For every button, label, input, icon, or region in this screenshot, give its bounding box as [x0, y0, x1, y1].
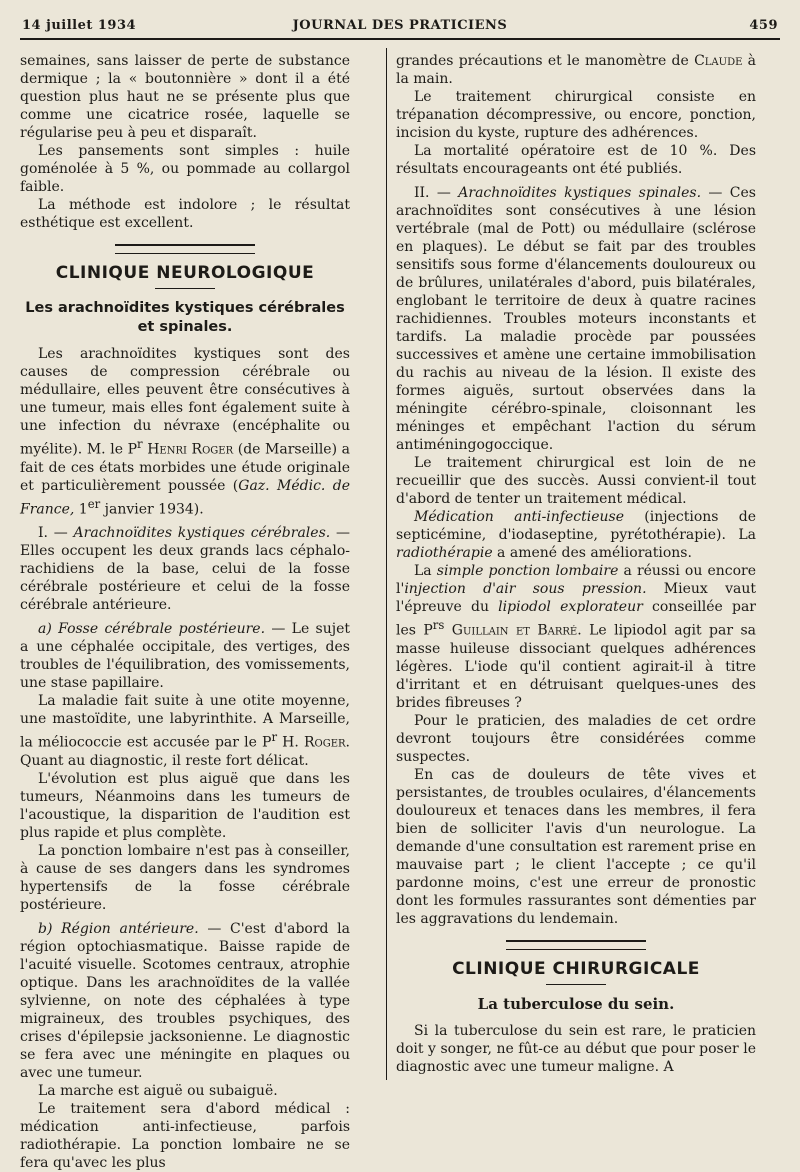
- paragraph: semaines, sans laisser de perte de substance dermique ; la « boutonnière » dont il a été question plus haut ne se présente plus que comme une cicatrice rosée, laquelle se régularise peu à peu et disparaît.: [20, 53, 350, 141]
- section-title: CLINIQUE NEUROLOGIQUE: [55, 263, 315, 283]
- paragraph: La simple ponction lombaire a réussi ou encore l'injection d'air sous pression. Mieux vaut l'épreuve du lipiodol explorateur conseillée par les $P^{rs}$ Guillain et Barré. Le lipiodol agit par sa masse huileuse dissociant quelques adhérences légères. L'iode qu'il contient agirait-il à titre d'irritant et en détruisant quelques-unes des brides fibreuses ?: [396, 563, 757, 711]
- paragraph: b) Région antérieure. — C'est d'abord la région optochiasmatique. Baisse rapide de l'acuité visuelle. Scotomes centraux, atrophie optique. Dans les arachnoïdites de la vallée sylvienne, on note des céphalées à type migraineux, des troubles psychiques, des crises d'épilepsie jacksonienne. Le diagnostic se fera avec une méningite en plaques ou avec une tumeur.: [20, 920, 351, 1081]
- paragraph: La maladie fait suite à une otite moyenne, une mastoïdite, une labyrinthite. A Marseille, la méliococcie est accusée par le $P^r$ H. Roger. Quant au diagnostic, il reste fort délicat.: [20, 693, 350, 769]
- article-title: Les arachnoïdites kystiques cérébrales et spinales.: [25, 300, 345, 335]
- author-name: H. Roger: [277, 734, 346, 751]
- paragraph: Les arachnoïdites kystiques sont des causes de compression cérébrale ou médullaire, elles peuvent être consécutives à une tumeur, mais elles font également suite à une infection du névraxe (encéphalite ou myélite). M. le $P^r$ Henri Roger (de Marseille) a fait de ces états morbides une étude originale et particulièrement poussée (Gaz. Médic. de France, 1er janvier 1934).: [20, 346, 351, 518]
- paragraph: La marche est aiguë ou subaiguë.: [38, 1082, 278, 1099]
- paragraph: Si la tuberculose du sein est rare, le praticien doit y songer, ne fût-ce au début que pour poser le diagnostic avec une tumeur maligne. A: [396, 1022, 756, 1075]
- journal-title: JOURNAL DES PRATICIENS: [292, 18, 508, 33]
- subheading: Médication anti-infectieuse: [414, 509, 624, 525]
- paragraph: Le traitement chirurgical consiste en trépanation décompressive, ou encore, ponction, incision du kyste, rupture des adhérences.: [396, 89, 756, 141]
- title-underline: [546, 984, 606, 985]
- paragraph: a) Fosse cérébrale postérieure. — Le sujet a une céphalée occipitale, des vertiges, des troubles de l'équilibration, des vomissements, une stase papillaire.: [20, 621, 350, 692]
- paragraph: Le traitement sera d'abord médical : médication anti-infectieuse, parfois radiothérapie. La ponction lombaire ne se fera qu'avec les plus: [20, 1100, 350, 1171]
- paragraph: La ponction lombaire n'est pas à conseiller, à cause de ses dangers dans les syndromes hypertensifs de la fosse cérébrale postérieure.: [20, 842, 350, 913]
- subheading: Région antérieure.: [61, 920, 199, 937]
- left-column: [20, 52, 350, 1172]
- running-header: [20, 18, 780, 38]
- author-name: Henri Roger: [147, 441, 234, 458]
- subheading: Fosse cérébrale postérieure.: [58, 621, 266, 638]
- author-name: Claude: [694, 53, 743, 69]
- paragraph: La mortalité opératoire est de 10 %. Des résultats encourageants ont été publiés.: [396, 143, 756, 177]
- author-name: Guillain et Barré: [444, 622, 578, 639]
- paragraph: Les pansements sont simples : huile goménolée à 5 %, ou pommade au collargol faible.: [20, 143, 350, 195]
- section-title: CLINIQUE CHIRURGICALE: [452, 958, 700, 979]
- section-separator: [115, 244, 255, 254]
- issue-date: 14 juillet 1934: [22, 18, 137, 33]
- paragraph: II. — Arachnoïdites kystiques spinales. — Ces arachnoïdites sont consécutives à une lésion vertébrale (mal de Pott) ou médullaire (sclérose en plaques). Le début se fait par des troubles sensitifs sous forme d'élancements douloureux ou de brûlures, unilatérales d'abord, puis bilatérales, englobant le territoire de deux à quatre racines rachidiennes. Troubles moteurs inconstants et tardifs. La maladie procède par poussées successives et amène une certaine immobilisation du rachis au niveau de la lésion. Il existe des formes aiguës, surtout observées dans la méningite cérébro-spinale, cloisonnant les méninges et empêchant l'action du sérum antiméningogoccique.: [396, 185, 756, 453]
- article-title: La tuberculose du sein.: [477, 994, 675, 1013]
- paragraph: La méthode est indolore ; le résultat esthétique est excellent.: [20, 197, 350, 231]
- reference: Gaz. Médic. de France,: [20, 477, 350, 518]
- title-underline: [155, 288, 215, 289]
- column-rule: [386, 48, 387, 1080]
- page-number: 459: [749, 18, 778, 33]
- paragraph: Le traitement chirurgical est loin de ne recueillir que des succès. Aussi convient-il tout d'abord de tenter un traitement médical.: [396, 455, 756, 507]
- paragraph: I. — Arachnoïdites kystiques cérébrales. — Elles occupent les deux grands lacs céphalo-rachidiens de la base, celui de la fosse cérébrale postérieure et celui de la fosse cérébrale antérieure.: [20, 525, 351, 614]
- right-column: [396, 52, 756, 1076]
- paragraph: En cas de douleurs de tête vives et persistantes, de troubles oculaires, d'élancements douloureux et tenaces dans les membres, il fera bien de solliciter l'avis d'un neurologue. La demande d'une consultation est rarement prise en mauvaise part ; le client l'accepte ; ce qu'il pardonne moins, c'est une erreur de pronostic dont les formules rassurantes sont démenties par les aggravations du lendemain.: [396, 766, 756, 927]
- paragraph: L'évolution est plus aiguë que dans les tumeurs, Néanmoins dans les tumeurs de l'acoustique, la disparition de l'audition est plus rapide et plus complète.: [20, 770, 350, 841]
- header-rule: [20, 38, 780, 40]
- paragraph: grandes précautions et le manomètre de Claude à la main.: [396, 53, 756, 87]
- subheading: Arachnoïdites kystiques cérébrales.: [73, 525, 331, 542]
- subheading: Arachnoïdites kystiques spinales.: [458, 185, 702, 201]
- paragraph: Pour le praticien, des maladies de cet ordre devront toujours être considérées comme suspectes.: [396, 712, 756, 765]
- paragraph: Médication anti-infectieuse (injections de septicémine, d'iodaseptine, pyrétothérapie). La radiothérapie a amené des améliorations.: [396, 509, 756, 561]
- section-separator: [506, 940, 646, 950]
